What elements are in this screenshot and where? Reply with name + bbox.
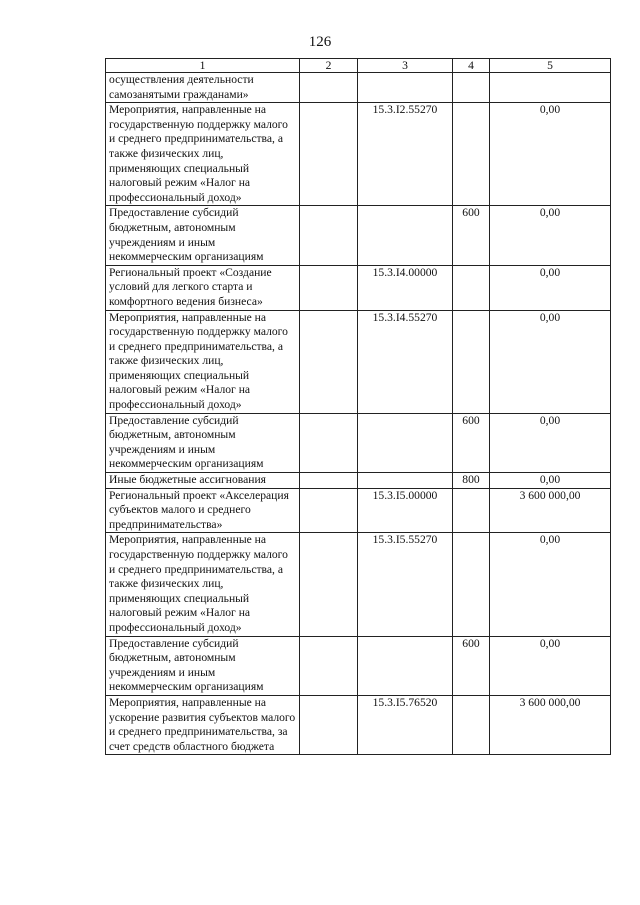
row-col2-cell [300, 206, 358, 265]
table-row [106, 73, 611, 103]
row-col2-cell [300, 103, 358, 206]
column-header-4: 4 [453, 59, 490, 73]
row-name-cell: Мероприятия, направленные на ускорение развития субъектов малого и среднего предпринимательства, за счет средств областного бюджета [106, 695, 300, 754]
row-col2-cell [300, 473, 358, 489]
column-header-3: 3 [358, 59, 453, 73]
row-type-cell: 600 [453, 636, 490, 695]
row-amount-cell: 0,00 [490, 103, 611, 206]
row-col2-cell [300, 636, 358, 695]
budget-table [105, 58, 611, 755]
row-amount-cell: 0,00 [490, 533, 611, 636]
row-col2-cell [300, 73, 358, 103]
table-row [106, 488, 611, 533]
row-code-cell: 15.3.I4.00000 [358, 265, 453, 310]
row-type-cell [453, 73, 490, 103]
row-name-cell: Региональный проект «Акселерация субъектов малого и среднего предпринимательства» [106, 488, 300, 533]
row-name-cell: осуществления деятельности самозанятыми гражданами» [106, 73, 300, 103]
table-row [106, 265, 611, 310]
row-amount-cell: 0,00 [490, 413, 611, 472]
row-amount-cell: 3 600 000,00 [490, 488, 611, 533]
row-type-cell: 600 [453, 206, 490, 265]
table-row [106, 695, 611, 754]
row-code-cell: 15.3.I2.55270 [358, 103, 453, 206]
row-code-cell: 15.3.I5.76520 [358, 695, 453, 754]
row-name-cell: Предоставление субсидий бюджетным, автономным учреждениям и иным некоммерческим организациям [106, 413, 300, 472]
row-col2-cell [300, 413, 358, 472]
table-row [106, 473, 611, 489]
row-name-cell: Предоставление субсидий бюджетным, автономным учреждениям и иным некоммерческим организациям [106, 206, 300, 265]
row-name-cell: Мероприятия, направленные на государственную поддержку малого и среднего предпринимательства, а также физических лиц, применяющих специальный налоговый режим «Налог на профессиональный доход» [106, 103, 300, 206]
row-amount-cell [490, 73, 611, 103]
column-number-row [106, 59, 611, 73]
row-col2-cell [300, 695, 358, 754]
row-type-cell: 600 [453, 413, 490, 472]
row-code-cell: 15.3.I5.00000 [358, 488, 453, 533]
row-type-cell [453, 488, 490, 533]
row-code-cell [358, 413, 453, 472]
row-col2-cell [300, 533, 358, 636]
table-row [106, 636, 611, 695]
table-row [106, 533, 611, 636]
row-amount-cell: 0,00 [490, 206, 611, 265]
row-name-cell: Региональный проект «Создание условий для легкого старта и комфортного ведения бизнеса» [106, 265, 300, 310]
row-col2-cell [300, 310, 358, 413]
row-amount-cell: 0,00 [490, 310, 611, 413]
row-code-cell: 15.3.I4.55270 [358, 310, 453, 413]
row-type-cell [453, 695, 490, 754]
row-amount-cell: 3 600 000,00 [490, 695, 611, 754]
row-code-cell [358, 473, 453, 489]
table-row [106, 103, 611, 206]
row-col2-cell [300, 488, 358, 533]
row-type-cell [453, 310, 490, 413]
row-type-cell [453, 265, 490, 310]
table-row [106, 413, 611, 472]
page-number: 126 [308, 34, 332, 50]
row-code-cell [358, 206, 453, 265]
row-col2-cell [300, 265, 358, 310]
row-type-cell: 800 [453, 473, 490, 489]
table-row [106, 310, 611, 413]
row-amount-cell: 0,00 [490, 265, 611, 310]
row-amount-cell: 0,00 [490, 473, 611, 489]
table-row [106, 206, 611, 265]
row-name-cell: Мероприятия, направленные на государственную поддержку малого и среднего предпринимательства, а также физических лиц, применяющих специальный налоговый режим «Налог на профессиональный доход» [106, 533, 300, 636]
row-amount-cell: 0,00 [490, 636, 611, 695]
row-type-cell [453, 103, 490, 206]
row-name-cell: Предоставление субсидий бюджетным, автономным учреждениям и иным некоммерческим организациям [106, 636, 300, 695]
column-header-1: 1 [106, 59, 300, 73]
row-code-cell [358, 73, 453, 103]
row-type-cell [453, 533, 490, 636]
row-code-cell: 15.3.I5.55270 [358, 533, 453, 636]
row-name-cell: Мероприятия, направленные на государственную поддержку малого и среднего предпринимательства, а также физических лиц, применяющих специальный налоговый режим «Налог на профессиональный доход» [106, 310, 300, 413]
row-name-cell: Иные бюджетные ассигнования [106, 473, 300, 489]
row-code-cell [358, 636, 453, 695]
column-header-5: 5 [490, 59, 611, 73]
column-header-2: 2 [300, 59, 358, 73]
